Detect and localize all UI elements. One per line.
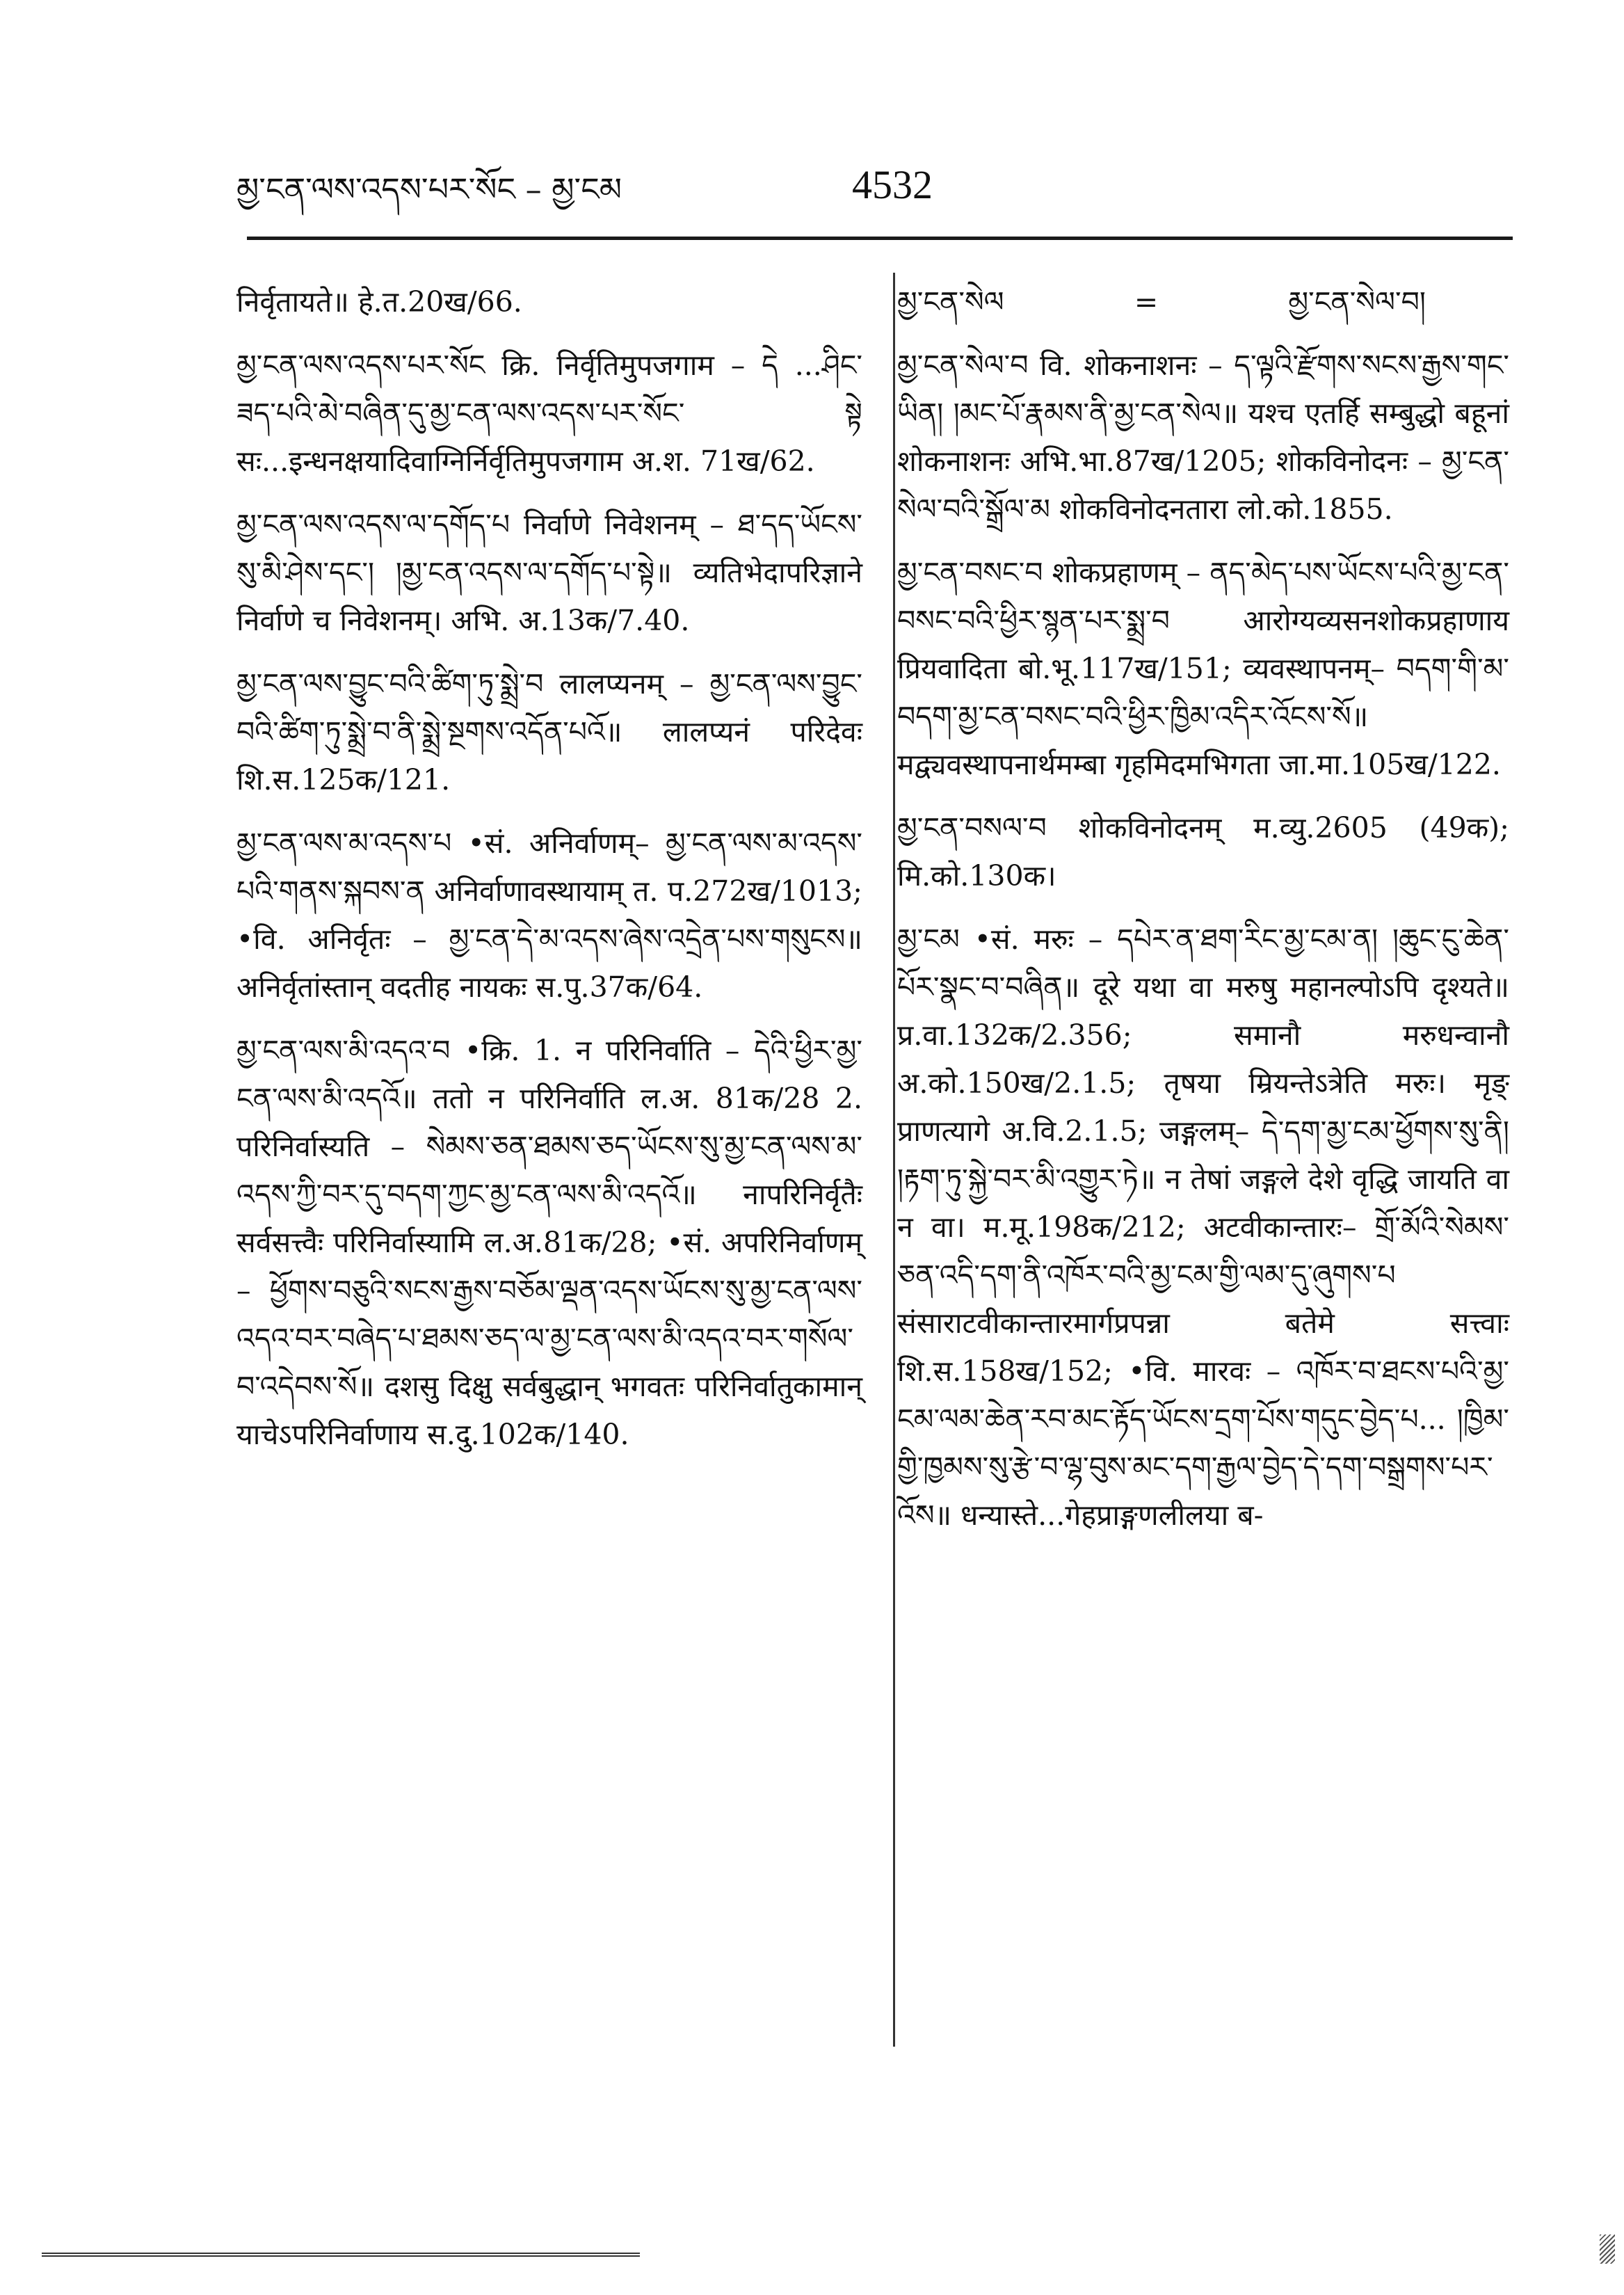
entry-text: མྱ་ངན་ལས་བྱུང་བའི་ཚིག་ཏུ་སྨྲེ་བ लालप्यनम् – མྱ་ངན་ལས་བྱུང་བའི་ཚིག་ཏུ་སྨྲེ་བ་ནི་སྨྲེ་སྔགས་འདོན་པའོ॥ लालप्यनं परिदेवः शि.स.125क/121. <box>236 667 862 797</box>
page-number: 4532 <box>852 162 933 207</box>
column-divider <box>893 273 895 2047</box>
right-column <box>897 278 1509 1555</box>
entry-text: མྱ་ངན་ལས་འདས་པར་སོང क्रि. निर्वृतिमुपजगाम – དེ ...ཤིང་ཟད་པའི་མེ་བཞིན་དུ་མྱ་ངན་ལས་འདས་པར་སོང་ སྟེ सः...इन्धनक्षयादिवाग्निर्निर्वृतिमुपजगाम अ.श. 71ख/62. <box>236 349 862 478</box>
cross-reference-entry <box>897 278 1509 326</box>
scan-artifact-mark <box>1600 2234 1615 2264</box>
dictionary-entry <box>236 660 862 804</box>
dictionary-entry <box>897 342 1509 534</box>
entry-text: མྱ་ངན་ལས་མ་འདས་པ •सं. अनिर्वाणम्– མྱ་ངན་ལས་མ་འདས་པའི་གནས་སྐབས་ན अनिर्वाणावस्थायाम् त. प.272ख/1013; •वि. अनिर्वृतः – མྱ་ངན་དེ་མ་འདས་ཞེས་འདྲེན་པས་གསུངས॥ अनिर्वृतांस्तान् वदतीह नायकः स.पु.37क/64. <box>236 826 862 1004</box>
running-head: མྱ་ངན་ལས་འདས་པར་སོང – མྱ་ངམ <box>236 170 622 208</box>
entry-text: མྱ་ངམ •सं. मरुः – དཔེར་ན་ཐག་རིང་མྱ་ངམ་ན། །ཆུང་ངུ་ཆེན་པོར་སྣང་བ་བཞིན॥ दूरे यथा वा मरुषु महानल्पोऽपि दृश्यते॥ प्र.वा.132क/2.356; समानौ मरुधन्वानौ अ.को.150ख/2.1.5; तृषया म्रियन्तेऽत्रेति मरुः। मृङ् प्राणत्यागे अ.वि.2.1.5; जङ्गलम्– དེ་དག་མྱ་ངམ་ཕྱོགས་སུ་ནི། །རྟག་ཏུ་སྐྱེ་བར་མི་འགྱུར་ཏེ॥ न तेषां जङ्गले देशे वृद्धि जायति वा न वा। म.मू.198क/212; अटवीकान्तारः– གྲོ་མོའི་སེམས་ཅན་འདི་དག་ནི་འཁོར་བའི་མྱ་ངམ་གྱི་ལམ་དུ་ཞུགས་པ संसाराटवीकान्तारमार्गप्रपन्ना बतेमे सत्त्वाः शि.स.158ख/152; •वि. मारवः – འཁོར་བ་ཐངས་པའི་མྱ་ངམ་ལམ་ཆེན་རབ་མང་རྟོད་ཡོངས་དྲག་པོས་གདུང་བྱེད་པ... །ཁྱིམ་གྱི་ཁྱམས་སུ་རྩེ་བ་ལྷ་བུས་མང་དག་རྒྱལ་བྱེད་དེ་དག་བསྒྲགས་པར་འོས॥ धन्यास्ते...गेहप्राङ्गणलीलया ब- <box>897 922 1509 1532</box>
entry-text: निर्वृतायते॥ हे.त.20ख/66. <box>236 285 522 319</box>
footer-rule <box>42 2253 640 2258</box>
dictionary-entry <box>897 915 1509 1540</box>
reference-target: མྱ་ངན་སེལ་བ། <box>1288 285 1426 319</box>
entry-text: མྱ་ངན་བསང་བ शोकप्रहाणम् – ནད་མེད་པས་ཡོངས་པའི་མྱ་ངན་བསང་བའི་ཕྱིར་སྙན་པར་སྨྲ་བ आरोग्यव्यसनशोकप्रहाणाय प्रियवादिता बो.भू.117ख/151; व्यवस्थापनम्– བདག་གི་མ་བདག་མྱ་ངན་བསང་བའི་ཕྱིར་ཁྱིམ་འདིར་འོངས་སོ॥ मद्व्यवस्थापनार्थमम्बा गृहमिदमभिगता जा.मा.105ख/122. <box>897 556 1509 781</box>
header-rule <box>247 237 1513 240</box>
entry-text: མྱ་ངན་ལས་མི་འདའ་བ •क्रि. 1. न परिनिर्वाति – དེའི་ཕྱིར་མྱ་ངན་ལས་མི་འདའོ॥ ततो न परिनिर्वाति ल.अ. 81क/28 2. परिनिर्वास्यति – སེམས་ཅན་ཐམས་ཅད་ཡོངས་སུ་མྱ་ངན་ལས་མ་འདས་ཀྱི་བར་དུ་བདག་ཀྱང་མྱ་ངན་ལས་མི་འདའོ॥ नापरिनिर्वृतैः सर्वसत्त्वैः परिनिर्वास्यामि ल.अ.81क/28; •सं. अपरिनिर्वाणम् – ཕྱོགས་བཅུའི་སངས་རྒྱས་བཅོམ་ལྡན་འདས་ཡོངས་སུ་མྱ་ངན་ལས་འདའ་བར་བཞེད་པ་ཐམས་ཅད་ལ་མྱ་ངན་ལས་མི་འདའ་བར་གསོལ་བ་འདེབས་སོ॥ दशसु दिक्षु सर्वबुद्धान् भगवतः परिनिर्वातुकामान् याचेऽपरिनिर्वाणाय स.दु.102क/140. <box>236 1034 862 1451</box>
dictionary-entry <box>236 342 862 486</box>
entry-text: མྱ་ངན་སེལ་བ वि. शोकनाशनः – ད་ལྟའི་རྫོགས་སངས་རྒྱས་གང་ཡིན། །མང་པོ་རྣམས་ནི་མྱ་ངན་སེལ॥ यश्च एतर्हि सम्बुद्धो बहूनां शोकनाशनः अभि.भा.87ख/1205; शोकविनोदनः – མྱ་ངན་སེལ་བའི་སྒྲོལ་མ शोकविनोदनतारा लो.को.1855. <box>897 349 1509 526</box>
dictionary-entry <box>897 549 1509 789</box>
dictionary-entry <box>897 804 1509 900</box>
dictionary-entry <box>236 278 862 326</box>
equals-sign: = <box>1134 285 1159 319</box>
dictionary-entry <box>236 1027 862 1459</box>
entry-text: མྱ་ངན་ལས་འདས་ལ་དགོད་པ निर्वाणे निवेशनम् – ཐ་དད་ཡོངས་སུ་མི་ཤེས་དང་། །མྱ་ངན་འདས་ལ་དགོད་པ་སྟེ॥ व्यतिभेदापरिज्ञाने निर्वाणे च निवेशनम्। अभि. अ.13क/7.40. <box>236 508 862 637</box>
left-column <box>236 278 862 1474</box>
headword: མྱ་ངན་སེལ <box>897 285 1004 319</box>
entry-text: མྱ་ངན་བསལ་བ शोकविनोदनम् म.व्यु.2605 (49क); मि.को.130क। <box>897 811 1509 893</box>
dictionary-entry <box>236 819 862 1011</box>
dictionary-entry <box>236 501 862 645</box>
